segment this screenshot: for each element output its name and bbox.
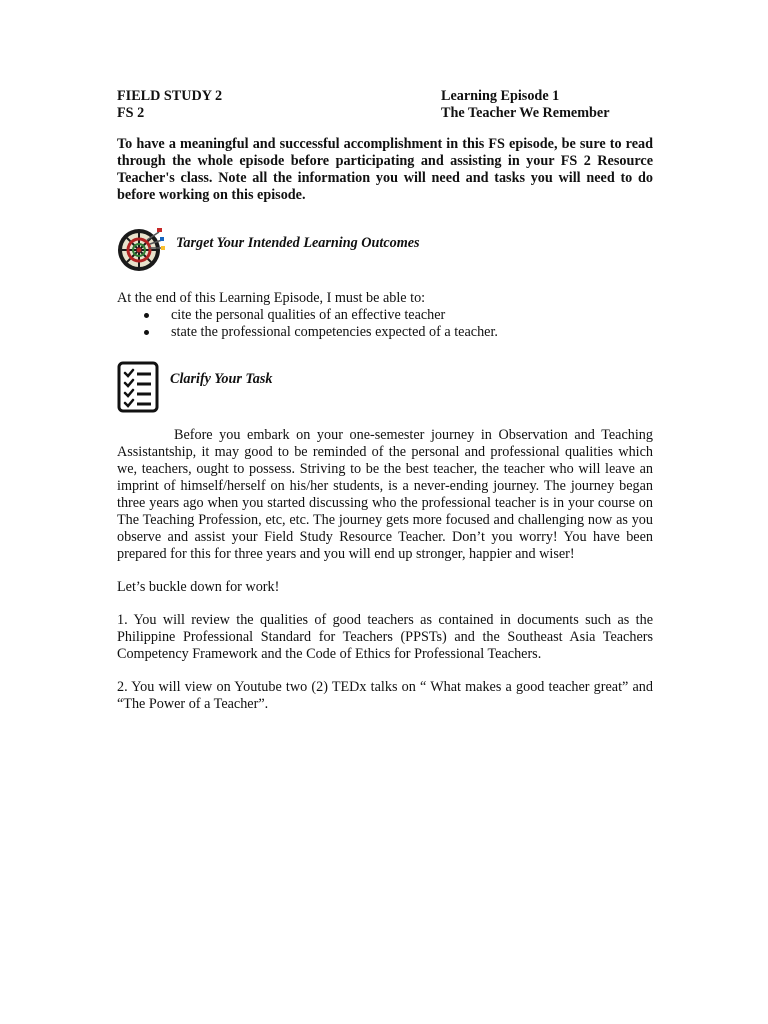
list-item xyxy=(117,307,653,324)
dartboard-icon xyxy=(117,224,165,279)
outcome-text: state the professional competencies expected of a teacher. xyxy=(171,324,498,340)
outcomes-section-title: Target Your Intended Learning Outcomes xyxy=(176,235,420,251)
document-header xyxy=(117,88,653,122)
document-page xyxy=(117,88,653,713)
task-section-heading xyxy=(117,361,653,417)
intro-paragraph: To have a meaningful and successful accomplishment in this FS episode, be sure to read through the whole episode before participating and assisting in your FS 2 Resource Teacher's class. Note all the information you will need and tasks you will need to do before working on this episode. xyxy=(117,136,653,203)
checklist-icon xyxy=(117,361,159,418)
course-code: FS 2 xyxy=(117,105,145,121)
outcomes-lead: At the end of this Learning Episode, I must be able to: xyxy=(117,290,426,306)
header-right xyxy=(441,88,610,122)
task-section-title: Clarify Your Task xyxy=(170,371,273,387)
task-item-2: 2. You will view on Youtube two (2) TEDx talks on “ What makes a good teacher great” and “The Power of a Teacher”. xyxy=(117,679,653,712)
course-title: FIELD STUDY 2 xyxy=(117,88,223,104)
list-item xyxy=(117,324,653,341)
episode-number: Learning Episode 1 xyxy=(441,88,560,104)
outcome-text: cite the personal qualities of an effective teacher xyxy=(171,307,446,323)
outcomes-list xyxy=(117,307,653,341)
bullet-icon xyxy=(144,313,149,318)
outcomes-section-heading xyxy=(117,224,653,280)
task-paragraph: Before you embark on your one-semester journey in Observation and Teaching Assistantship, it may good to be reminded of the personal and professional qualities which we, teachers, ought to possess. Striving to be the best teacher, the teacher who will leave an imprint of himself/herself on his/her students, is a never-ending journey. The journey began three years ago when you started discussing who the professional teacher is in your course on The Teaching Profession, etc, etc. The journey gets more focused and challenging now as you observe and assist your Field Study Resource Teacher. Don’t you worry! You have been prepared for this for three years and you will end up stronger, happier and wiser! xyxy=(117,427,653,562)
task-item-1: 1. You will review the qualities of good teachers as contained in documents such as the Philippine Professional Standard for Teachers (PPSTs) and the Southeast Asia Teachers Competency Framework and the Code of Ethics for Professional Teachers. xyxy=(117,612,653,662)
buckle-down-text: Let’s buckle down for work! xyxy=(117,579,280,595)
bullet-icon xyxy=(144,330,149,335)
header-left xyxy=(117,88,222,122)
episode-title: The Teacher We Remember xyxy=(441,105,610,121)
